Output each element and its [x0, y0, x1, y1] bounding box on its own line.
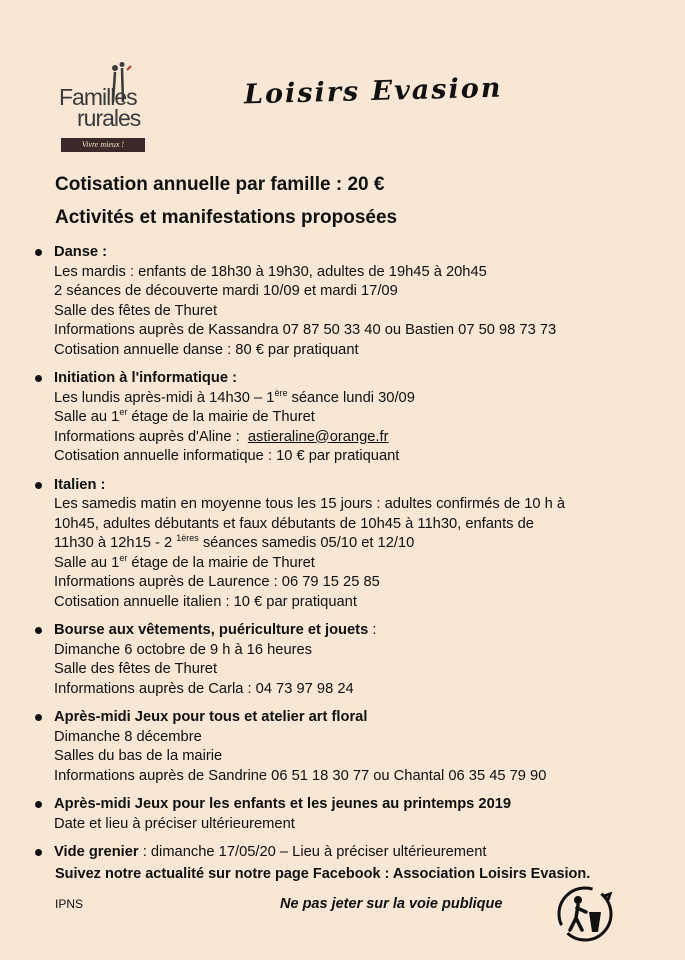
logo-tagline: Vivre mieux ! [61, 138, 145, 152]
item-line: Salle au 1er étage de la mairie de Thuret [54, 552, 315, 571]
activities-heading: Activités et manifestations proposées [55, 207, 398, 228]
item-line: Les lundis après-midi à 14h30 – 1ère séance lundi 30/09 [54, 387, 415, 406]
bullet-icon [35, 482, 42, 489]
item-line: Cotisation annuelle italien : 10 € par pratiquant [54, 593, 357, 610]
logo-line1: Familles [59, 84, 137, 110]
bullet-icon [35, 849, 42, 856]
item-heading: Italien : [54, 476, 106, 493]
familles-rurales-logo [55, 62, 165, 154]
item-line: Informations auprès de Carla : 04 73 97 98 24 [54, 680, 354, 697]
item-line: Cotisation annuelle danse : 80 € par pratiquant [54, 341, 359, 358]
item-heading: Après-midi Jeux pour tous et atelier art floral [54, 709, 368, 725]
item-line: Salles du bas de la mairie [54, 748, 223, 764]
bullet-icon [35, 714, 42, 721]
no-litter-notice: Ne pas jeter sur la voie publique [280, 896, 503, 912]
bullet-icon [35, 627, 42, 634]
bullet-icon [35, 249, 42, 256]
ipns-label: IPNS [55, 897, 84, 911]
list-item-bourse [35, 621, 665, 699]
list-item-danse [35, 243, 665, 360]
item-line: Salle au 1er étage de la mairie de Thuret [54, 407, 315, 425]
item-line: Cotisation annuelle informatique : 10 € par pratiquant [54, 448, 400, 464]
list-item-jeux-tous [35, 708, 665, 786]
activities-list [35, 243, 665, 863]
item-heading: Après-midi Jeux pour les enfants et les jeunes au printemps 2019 [54, 796, 512, 812]
bullet-icon [35, 375, 42, 382]
item-line: 11h30 à 12h15 - 2 $^{1ères}$ séances samedis 05/10 et 12/10 [54, 533, 415, 551]
item-line: Dimanche 8 décembre [54, 728, 202, 745]
recycle-bin-icon [556, 884, 614, 944]
bullet-icon [35, 801, 42, 808]
item-heading: Initiation à l'informatique : [54, 370, 238, 386]
item-line: Informations auprès de Kassandra 07 87 50 33 40 ou Bastien 07 50 98 73 73 [54, 322, 557, 338]
item-line: Informations auprès de Laurence : 06 79 15 25 85 [54, 574, 380, 590]
item-heading: Danse : [54, 244, 108, 260]
list-item-informatique [35, 369, 665, 467]
item-line: Date et lieu à préciser ultérieurement [54, 815, 295, 832]
item-line: Informations auprès de Sandrine 06 51 18 30 77 ou Chantal 06 35 45 79 90 [54, 767, 547, 784]
item-line: Informations auprès d'Aline : astieraline@orange.fr [54, 428, 389, 445]
item-line: Salle des fêtes de Thuret [54, 302, 218, 319]
item-line: Les mardis : enfants de 18h30 à 19h30, adultes de 19h45 à 20h45 [54, 263, 487, 280]
logo-line2: rurales [77, 105, 141, 131]
item-line: Salle des fêtes de Thuret [54, 661, 218, 677]
cotisation-heading: Cotisation annuelle par famille : 20 € [55, 174, 385, 195]
page-title: Loisirs Evasion [243, 72, 503, 111]
item-heading: Vide grenier : dimanche 17/05/20 – Lieu à préciser ultérieurement [54, 844, 487, 860]
list-item-vide-grenier [35, 843, 665, 863]
facebook-notice: Suivez notre actualité sur notre page Facebook : Association Loisirs Evasion. [55, 866, 591, 882]
item-line: 2 séances de découverte mardi 10/09 et mardi 17/09 [54, 283, 398, 299]
item-heading: Bourse aux vêtements, puériculture et jouets : [54, 622, 377, 638]
list-item-italien [35, 476, 665, 613]
list-item-jeux-enfants [35, 795, 665, 834]
email-link[interactable]: astieraline@orange.fr [247, 428, 389, 445]
item-line: 10h45, adultes débutants et faux débutants de 10h45 à 11h30, enfants de [54, 515, 534, 532]
item-line: Les samedis matin en moyenne tous les 15 jours : adultes confirmés de 10 h à [54, 496, 566, 512]
item-line: Dimanche 6 octobre de 9 h à 16 heures [54, 641, 313, 658]
